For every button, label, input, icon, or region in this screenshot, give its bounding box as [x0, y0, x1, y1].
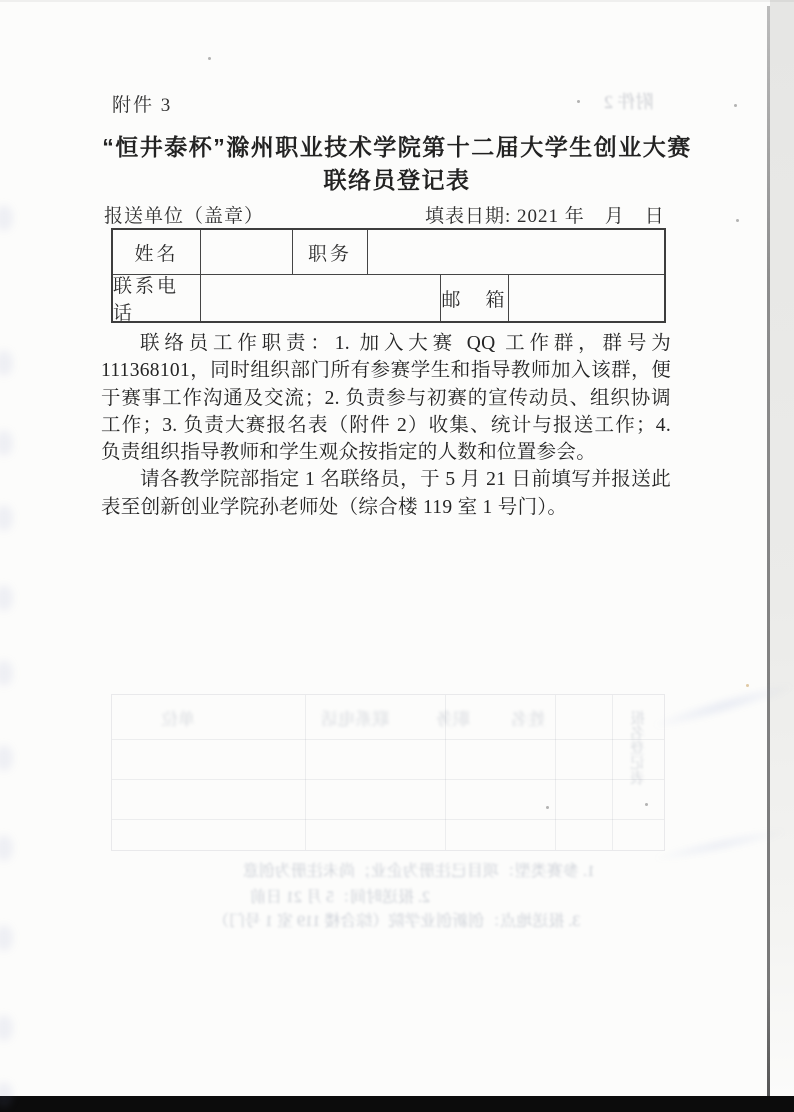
name-label-cell: 姓名	[113, 230, 201, 274]
bleed-through-table	[111, 694, 665, 851]
duty-value-cell	[368, 230, 664, 274]
phone-label-cell: 联系电话	[113, 275, 201, 321]
scan-speck	[746, 684, 749, 687]
email-value-cell	[509, 275, 664, 321]
bleed-through-header: 职务	[436, 710, 470, 729]
scan-edge-background	[770, 0, 794, 1097]
scan-smudge	[0, 1015, 13, 1041]
scan-smudge	[0, 350, 13, 376]
duties-paragraph: 联络员工作职责：1. 加入大赛 QQ 工作群，群号为 111368101，同时组织部门所有参赛学生和指导教师加入该群，便于赛事工作沟通及交流；2. 负责参与初赛的宣传动员、组织协调工作；3. 负责大赛报名表（附件 2）收集、统计与报送工作；4. 负责组织指导教师和学生观众按指定的人数和位置参会。	[101, 333, 671, 464]
scan-smudge	[0, 585, 13, 611]
bleed-through-vertical-text: 报名登记表	[631, 710, 647, 785]
bleed-through-line: 2. 报送时间：5 月 21 日前	[250, 889, 431, 906]
scan-smudge	[0, 505, 13, 531]
scan-speck	[208, 57, 211, 60]
document-title-line1: “恒井泰杯”滁州职业技术学院第十二届大学生创业大赛	[102, 134, 692, 160]
scan-smudge	[0, 660, 13, 686]
scan-bottom-band	[0, 1096, 794, 1112]
scan-page-edge-line	[767, 6, 770, 1096]
scan-top-hairline	[0, 0, 794, 2]
bleed-through-line: 3. 报送地点：创新创业学院（综合楼 119 室 1 号门）	[213, 913, 581, 930]
fill-date-label: 填表日期: 2021 年 月 日	[425, 206, 665, 227]
bleed-through-header: 联系电话	[321, 710, 389, 729]
email-label-cell: 邮 箱	[441, 275, 509, 321]
document-title	[72, 131, 722, 197]
submission-paragraph: 请各教学院部指定 1 名联络员，于 5 月 21 日前填写并报送此表至创新创业学院孙老师处（综合楼 119 室 1 号门）。	[101, 469, 671, 518]
report-unit-label: 报送单位（盖章）	[104, 206, 265, 227]
bleed-through-header: 单位	[161, 710, 195, 729]
scan-speck	[546, 806, 549, 809]
scan-smudge	[0, 925, 13, 951]
document-body	[101, 330, 671, 521]
scan-smudge	[0, 430, 13, 456]
scan-smudge	[0, 205, 13, 231]
scan-speck	[645, 803, 648, 806]
bleed-through-table-line	[305, 695, 306, 850]
duty-label-cell: 职务	[293, 230, 368, 274]
scan-smudge	[0, 835, 13, 861]
bleed-through-header: 姓名	[511, 710, 545, 729]
scan-speck	[736, 219, 739, 222]
bleed-through-table-line	[612, 695, 613, 850]
registration-table	[111, 228, 666, 323]
table-row-name-duty	[113, 230, 664, 275]
name-value-cell	[201, 230, 293, 274]
bleed-through-table-line	[112, 819, 664, 820]
bleed-through-table-line	[555, 695, 556, 850]
document-title-line2: 联络员登记表	[323, 167, 471, 193]
bleed-through-attachment-label: 附件 2	[604, 92, 654, 112]
scan-smudge	[0, 745, 13, 771]
bleed-through-table-line	[112, 779, 664, 780]
bleed-through-table-line	[112, 739, 664, 740]
table-row-phone-email	[113, 275, 664, 324]
scan-speck	[734, 104, 737, 107]
phone-value-cell	[201, 275, 441, 321]
attachment-label: 附件 3	[112, 95, 173, 116]
bleed-through-line: 1. 参赛类型：项目已注册为企业；尚未注册为创意	[243, 863, 596, 880]
scan-speck	[577, 100, 580, 103]
